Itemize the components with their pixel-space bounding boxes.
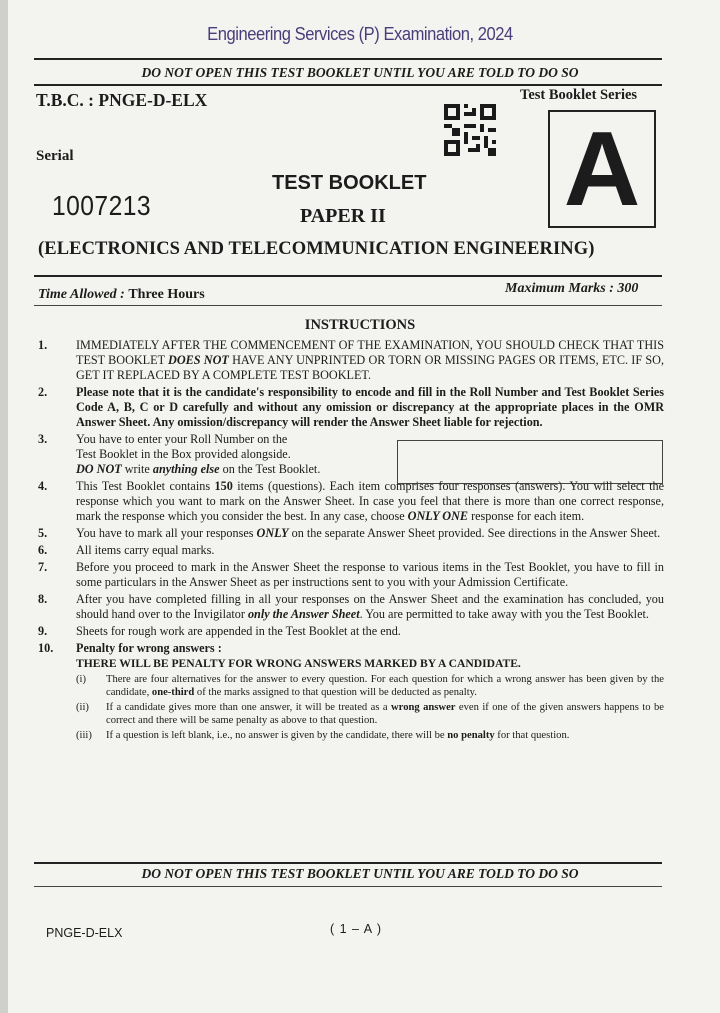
paper-title: PAPER II [300, 205, 386, 227]
penalty-subitem: (i) There are four alternatives for the answer to every question. For each question for which a wrong answer has been given by the candidate, one-third of the marks assigned to that question will be deducted as penalty. [76, 674, 664, 698]
item-text: Penalty for wrong answers : THERE WILL BE PENALTY FOR WRONG ANSWERS MARKED BY A CANDIDATE. [76, 641, 521, 670]
instruction-item [38, 592, 664, 622]
max-marks: Maximum Marks : 300 [505, 281, 639, 296]
top-warning-rule [34, 84, 662, 86]
top-warning: DO NOT OPEN THIS TEST BOOKLET UNTIL YOU ARE TOLD TO DO SO [141, 65, 579, 80]
item-text: All items carry equal marks. [76, 543, 215, 557]
item-text: Please note that it is the candidate's responsibility to encode and fill in the Roll Number and Test Booklet Series Code A, B, C or D carefully and without any omission or discrepancy at the appropriate places in the OMR Answer Sheet. Any omission/discrepancy will render the Answer Sheet liable for rejection. [76, 385, 664, 429]
item-number: 9. [38, 624, 48, 638]
serial-label: Serial [36, 148, 74, 164]
item-number: 5. [38, 526, 48, 540]
page-number: ( 1 – A ) [330, 922, 383, 936]
item-number: 2. [38, 385, 48, 399]
instruction-item [38, 624, 664, 639]
footer-code: PNGE-D-ELX [46, 926, 123, 940]
qr-code-icon [444, 104, 496, 156]
bottom-warning-rule [34, 886, 662, 887]
item-text: You have to mark all your responses ONLY on the separate Answer Sheet provided. See directions in the Answer Sheet. [76, 526, 661, 540]
item-text: Sheets for rough work are appended in the Test Booklet at the end. [76, 624, 401, 638]
item-number: 4. [38, 479, 48, 493]
item-number: 1. [38, 338, 48, 352]
exam-title: Engineering Services (P) Examination, 2024 [207, 24, 513, 44]
instructions-heading: INSTRUCTIONS [304, 317, 416, 333]
top-rule [34, 58, 662, 60]
penalty-subitem: (ii) If a candidate gives more than one answer, it will be treated as a wrong answer even if one of the given answers happens to be correct and there will be same penalty as above to that question. [76, 702, 664, 726]
instruction-item [38, 543, 664, 558]
time-label: Time Allowed : [38, 287, 125, 302]
item-number: 7. [38, 560, 48, 574]
time-rule [34, 305, 662, 306]
item-text: You have to enter your Roll Number on the Test Booklet in the Box provided alongside. DO NOT write anything else on the Test Booklet. [76, 432, 321, 476]
item-number: 6. [38, 543, 48, 557]
time-allowed [38, 287, 205, 303]
instruction-item [38, 385, 664, 430]
booklet-title: TEST BOOKLET [272, 172, 427, 194]
item-number: 10. [38, 641, 54, 655]
instruction-item [38, 479, 664, 524]
subject-title: (ELECTRONICS AND TELECOMMUNICATION ENGINEERING) [38, 239, 595, 259]
series-letter: A [563, 110, 641, 228]
series-letter-box [548, 110, 656, 228]
item-text: Before you proceed to mark in the Answer Sheet the response to various items in the Test Booklet, you have to fill in some particulars in the Answer Sheet as per instructions sent to you with your Admission Certificate. [76, 560, 664, 589]
item-text: IMMEDIATELY AFTER THE COMMENCEMENT OF THE EXAMINATION, YOU SHOULD CHECK THAT THIS TEST BOOKLET DOES NOT HAVE ANY UNPRINTED OR TORN OR MISSING PAGES OR ITEMS, ETC. IF SO, GET IT REPLACED BY A COMPLETE TEST BOOKLET. [76, 338, 664, 382]
tbc-code: T.B.C. : PNGE-D-ELX [36, 90, 208, 110]
item-number: 3. [38, 432, 48, 446]
instruction-item [38, 526, 664, 541]
serial-number: 1007213 [52, 190, 152, 221]
time-value: Three Hours [128, 287, 205, 302]
instruction-item [38, 338, 664, 383]
scan-edge-shadow [0, 0, 8, 1013]
bottom-warning: DO NOT OPEN THIS TEST BOOKLET UNTIL YOU ARE TOLD TO DO SO [141, 866, 579, 881]
item-text: This Test Booklet contains 150 items (questions). Each item comprises four responses (answers). You will select the response which you want to mark on the Answer Sheet. In case you feel that there is more than one correct response, mark the response which you consider the best. In any case, choose ONLY ONE response for each item. [76, 479, 664, 523]
item-number: 8. [38, 592, 48, 606]
instruction-item [38, 432, 664, 477]
item-text: After you have completed filling in all your responses on the Answer Sheet and the examination has concluded, you should hand over to the Invigilator only the Answer Sheet. You are permitted to take away with you the Test Booklet. [76, 592, 664, 621]
bottom-rule [34, 862, 662, 864]
subject-rule [34, 275, 662, 277]
series-label: Test Booklet Series [520, 87, 638, 103]
instructions-list [38, 338, 664, 745]
penalty-subitem: (iii) If a question is left blank, i.e., no answer is given by the candidate, there will be no penalty for that question. [76, 730, 570, 741]
instruction-item [38, 641, 664, 671]
instruction-item [38, 560, 664, 590]
